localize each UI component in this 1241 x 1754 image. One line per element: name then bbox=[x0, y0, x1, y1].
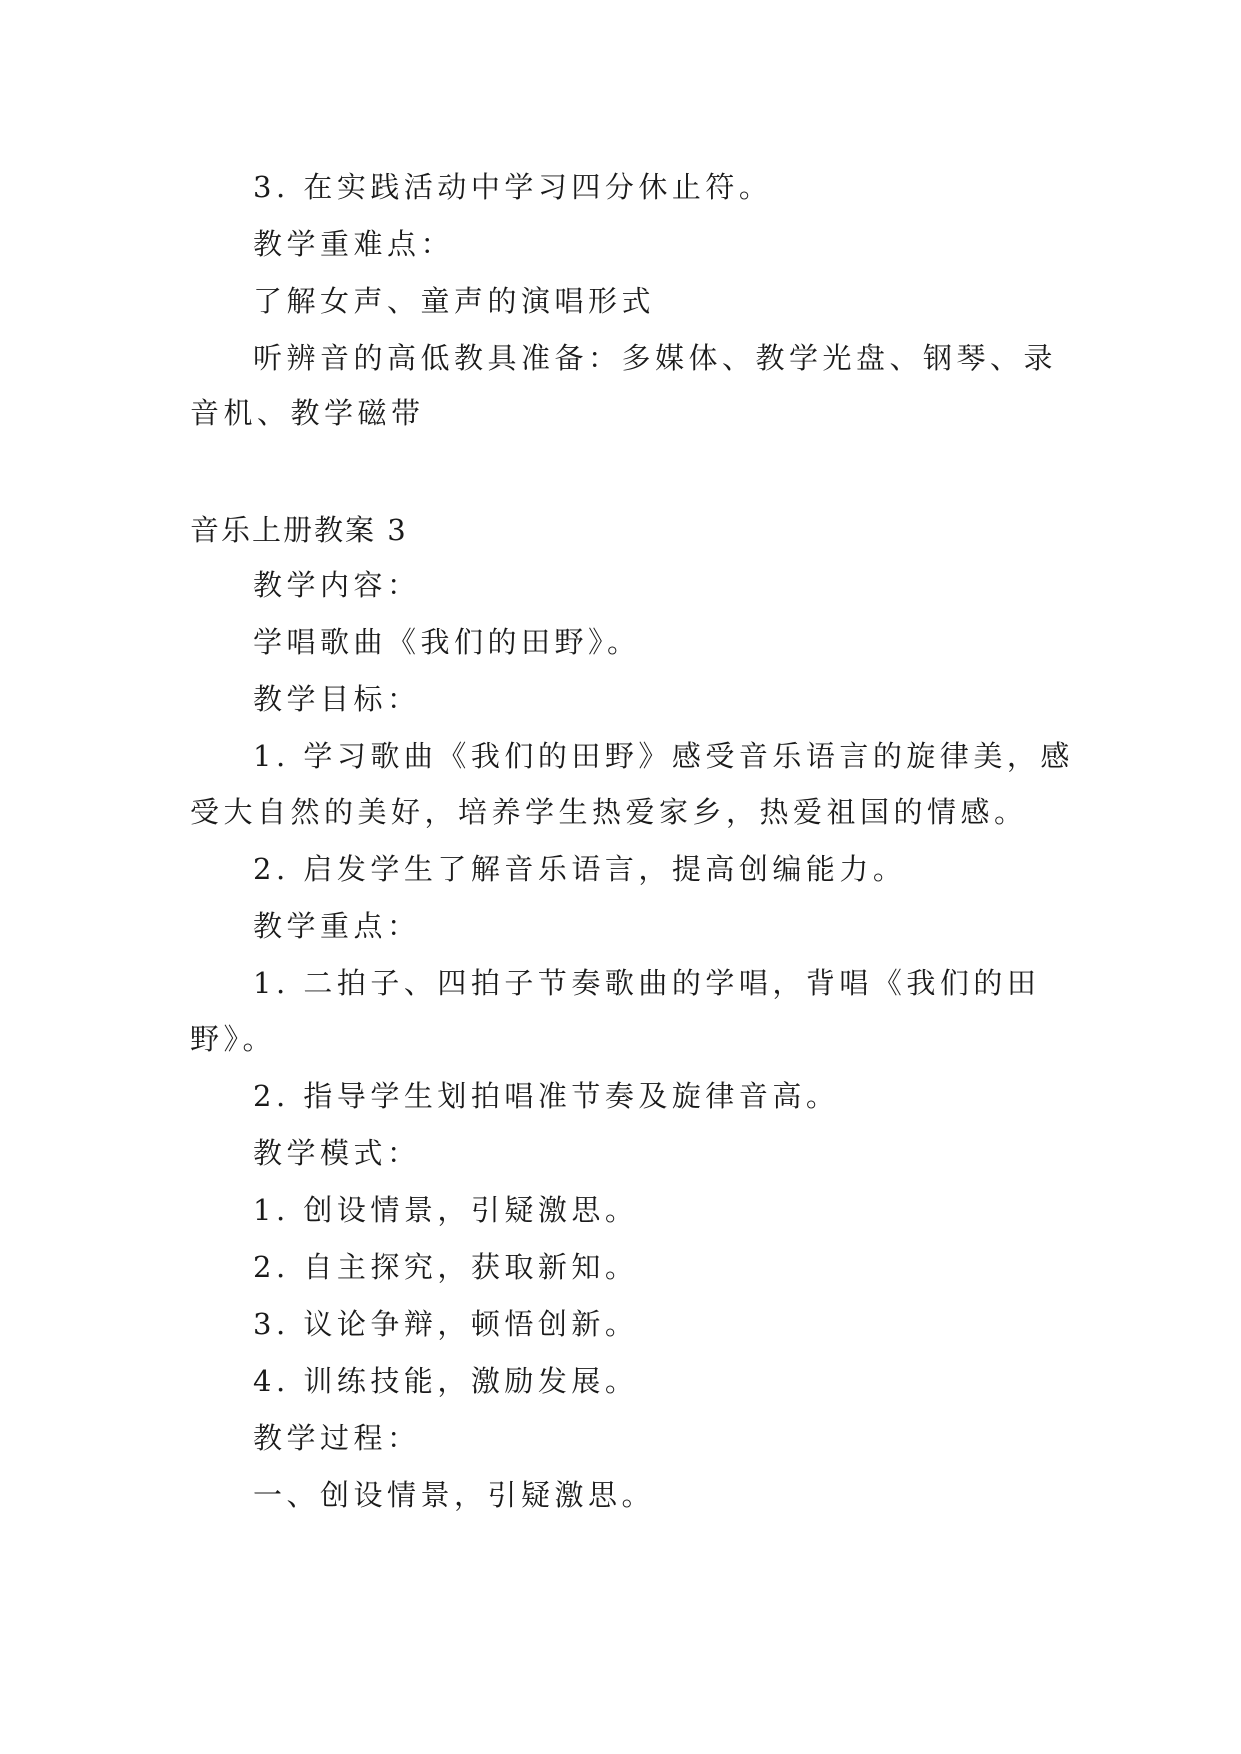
mode-3-line: 3. 议论争辩，顿悟创新。 bbox=[253, 1307, 639, 1341]
difficulty-line-2: 听辨音的高低教具准备：多媒体、教学光盘、钢琴、录 bbox=[253, 341, 1058, 375]
key-points-heading: 教学重点： bbox=[253, 909, 421, 943]
section-title: 音乐上册教案 3 bbox=[190, 513, 408, 547]
mode-heading: 教学模式： bbox=[253, 1136, 421, 1170]
objective-2-line: 2. 启发学生了解音乐语言，提高创编能力。 bbox=[253, 852, 907, 886]
key-point-2-line: 2. 指导学生划拍唱准节奏及旋律音高。 bbox=[253, 1079, 840, 1113]
content-heading: 教学内容： bbox=[253, 568, 421, 602]
objective-1-line: 1. 学习歌曲《我们的田野》感受音乐语言的旋律美，感 bbox=[253, 739, 1074, 773]
objectives-heading: 教学目标： bbox=[253, 682, 421, 716]
difficulty-line-2-cont: 音机、教学磁带 bbox=[190, 396, 425, 430]
content-line: 学唱歌曲《我们的田野》。 bbox=[253, 625, 641, 659]
mode-1-line: 1. 创设情景，引疑激思。 bbox=[253, 1193, 639, 1227]
objective-3-line: 3. 在实践活动中学习四分休止符。 bbox=[253, 170, 773, 204]
process-heading: 教学过程： bbox=[253, 1421, 421, 1455]
difficulty-line-1: 了解女声、童声的演唱形式 bbox=[253, 284, 656, 318]
mode-2-line: 2. 自主探究，获取新知。 bbox=[253, 1250, 639, 1284]
objective-1-cont: 受大自然的美好，培养学生热爱家乡，热爱祖国的情感。 bbox=[190, 795, 1028, 829]
key-difficulty-heading: 教学重难点： bbox=[253, 227, 455, 261]
key-point-1-line: 1. 二拍子、四拍子节奏歌曲的学唱，背唱《我们的田 bbox=[253, 966, 1041, 1000]
process-step-1-line: 一、创设情景，引疑激思。 bbox=[253, 1478, 656, 1512]
mode-4-line: 4. 训练技能，激励发展。 bbox=[253, 1364, 639, 1398]
key-point-1-cont: 野》。 bbox=[190, 1022, 277, 1056]
